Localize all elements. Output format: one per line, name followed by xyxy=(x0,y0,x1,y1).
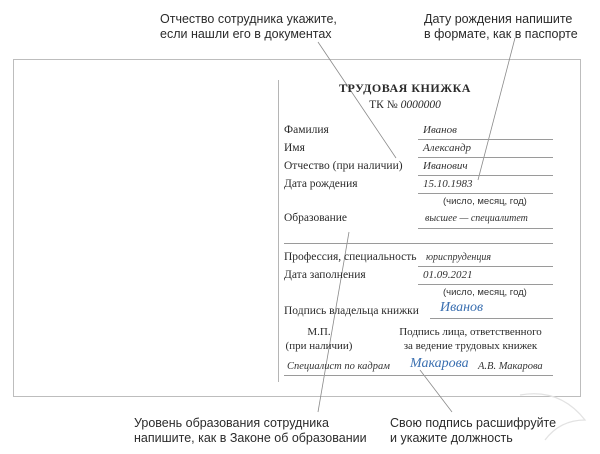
annotation-line: в формате, как в паспорте xyxy=(424,27,578,41)
field-rule xyxy=(418,139,553,140)
field-rule xyxy=(418,193,553,194)
field-value-profession: юриспруденция xyxy=(426,252,491,263)
field-rule xyxy=(284,375,553,376)
field-rule xyxy=(418,266,553,267)
field-value-patronymic: Иванович xyxy=(423,160,468,172)
hr-position: Специалист по кадрам xyxy=(287,361,390,372)
owner-signature: Иванов xyxy=(440,300,484,315)
stamp-placeholder xyxy=(284,325,354,353)
field-value-surname: Иванов xyxy=(423,124,457,136)
stamp-note: (при наличии) xyxy=(285,340,353,352)
annotation-line: Дату рождения напишите xyxy=(424,12,573,26)
date-hint: (число, месяц, год) xyxy=(443,196,527,207)
document-title: ТРУДОВАЯ КНИЖКА xyxy=(339,81,471,95)
number-label: ТК № xyxy=(369,99,398,111)
annotation-line: если нашли его в документах xyxy=(160,27,332,41)
date-hint: (число, месяц, год) xyxy=(443,287,527,298)
field-value-fill-date: 01.09.2021 xyxy=(423,269,473,281)
field-rule xyxy=(284,243,553,244)
field-value-name: Александр xyxy=(423,142,472,154)
field-rule xyxy=(430,318,553,319)
field-label-patronymic: Отчество (при наличии) xyxy=(284,160,403,172)
field-value-birthdate: 15.10.1983 xyxy=(423,178,473,190)
field-rule xyxy=(418,228,553,229)
responsible-line: за ведение трудовых книжек xyxy=(403,340,538,352)
owner-signature-label: Подпись владельца книжки xyxy=(284,305,419,317)
field-label-education: Образование xyxy=(284,212,348,224)
hr-signature: Макарова xyxy=(410,356,469,371)
hr-name: А.В. Макарова xyxy=(478,361,543,372)
field-label-name: Имя xyxy=(284,142,305,154)
field-rule xyxy=(418,157,553,158)
field-value-education: высшее — специалитет xyxy=(425,213,528,224)
responsible-caption xyxy=(383,325,558,353)
number-value: 0000000 xyxy=(400,99,441,111)
field-label-surname: Фамилия xyxy=(284,124,329,136)
field-label-birthdate: Дата рождения xyxy=(284,178,358,190)
field-label-fill-date: Дата заполнения xyxy=(284,269,366,281)
responsible-line: Подпись лица, ответственного xyxy=(399,326,542,338)
document-number xyxy=(282,99,528,111)
annotation-line: Свою подпись расшифруйте xyxy=(390,416,557,430)
annotation-line: Отчество сотрудника укажите, xyxy=(160,12,337,26)
annotation-line: и укажите должность xyxy=(390,431,513,445)
field-rule xyxy=(418,175,553,176)
field-rule xyxy=(418,284,553,285)
annotation-line: Уровень образования сотрудника xyxy=(134,416,329,430)
field-label-profession: Профессия, специальность xyxy=(284,251,417,263)
stamp-label: М.П. xyxy=(307,326,331,338)
annotation-line: напишите, как в Законе об образовании xyxy=(134,431,367,445)
